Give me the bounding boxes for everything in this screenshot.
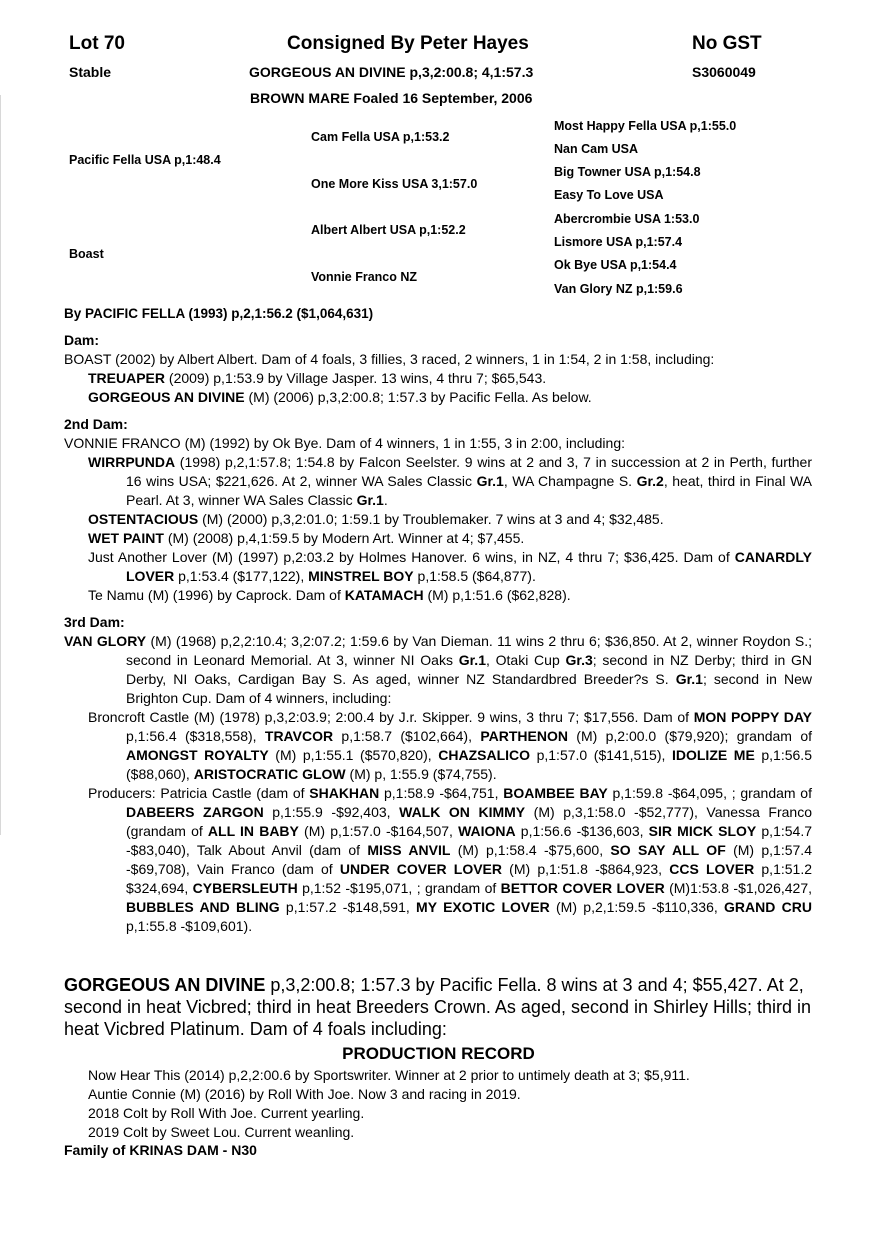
second-dam-section [64, 434, 812, 605]
pedigree-gen3-6: Lismore USA p,1:57.4 [554, 235, 683, 249]
second-dam-heading: 2nd Dam: [64, 416, 128, 432]
pedigree-gen2-3: Albert Albert USA p,1:52.2 [311, 223, 466, 237]
consignor: Consigned By Peter Hayes [287, 33, 529, 54]
gst-status: No GST [692, 33, 762, 54]
second-dam-progeny-2: OSTENTACIOUS (M) (2000) p,3,2:01.0; 1:59.1 by Troublemaker. 7 wins at 3 and 4; $32,485. [88, 511, 664, 527]
second-dam-intro: VONNIE FRANCO (M) (1992) by Ok Bye. Dam of 4 winners, 1 in 1:55, 3 in 2:00, including: [64, 435, 625, 451]
third-dam-producers: Producers: Patricia Castle (dam of SHAKHAN p,1:58.9 -$64,751, BOAMBEE BAY p,1:59.8 -$64,095, ; grandam of DABEERS ZARGON p,1:55.9 -$92,403, WALK ON KIMMY (M) p,3,1:58.0 -$52,777), Vanessa Franco (grandam of ALL IN BABY (M) p,1:57.0 -$164,507, WAIONA p,1:56.6 -$136,603, SIR MICK SLOY p,1:54.7 -$83,040), Talk About Anvil (dam of MISS ANVIL (M) p,1:58.4 -$75,600, SO SAY ALL OF (M) p,1:57.4 -$69,708), Vain Franco (dam of UNDER COVER LOVER (M) p,1:51.8 -$864,923, CCS LOVER p,1:51.2 $324,694, CYBERSLEUTH p,1:52 -$195,071, ; grandam of BETTOR COVER LOVER (M)1:53.8 -$1,026,427, BUBBLES AND BLING p,1:57.2 -$148,591, MY EXOTIC LOVER (M) p,2,1:59.5 -$110,336, GRAND CRU p,1:55.8 -$109,601). [88, 785, 813, 934]
summary-paragraph [64, 974, 822, 1040]
pedigree-gen3-7: Ok Bye USA p,1:54.4 [554, 258, 677, 272]
pedigree-gen2-1: Cam Fella USA p,1:53.2 [311, 130, 450, 144]
production-item: 2019 Colt by Sweet Lou. Current weanling. [88, 1124, 355, 1140]
horse-title: GORGEOUS AN DIVINE p,3,2:00.8; 4,1:57.3 [249, 64, 534, 80]
left-edge-rule [0, 95, 1, 835]
summary-horse-name: GORGEOUS AN DIVINE [64, 975, 266, 995]
pedigree-gen2-2: One More Kiss USA 3,1:57.0 [311, 177, 478, 191]
stable-label: Stable [69, 64, 112, 80]
pedigree-gen3-8: Van Glory NZ p,1:59.6 [554, 282, 683, 296]
pedigree-gen3-5: Abercrombie USA 1:53.0 [554, 212, 700, 226]
dam-intro: BOAST (2002) by Albert Albert. Dam of 4 foals, 3 fillies, 3 raced, 2 winners, 1 in 1:54, 2 in 1:58, including: [64, 351, 715, 367]
third-dam-progeny-1: Broncroft Castle (M) (1978) p,3,2:03.9; 2:00.4 by J.r. Skipper. 9 wins, 3 thru 7; $17,556. Dam of MON POPPY DAY p,1:56.4 ($318,558), TRAVCOR p,1:58.7 ($102,664), PARTHENON (M) p,2:00.0 ($79,920); grandam of AMONGST ROYALTY (M) p,1:55.1 ($570,820), CHAZSALICO p,1:57.0 ($141,515), IDOLIZE ME p,1:56.5 ($88,060), ARISTOCRATIC GLOW (M) p, 1:55.9 ($74,755). [88, 709, 812, 782]
pedigree-gen2-4: Vonnie Franco NZ [311, 270, 418, 284]
pedigree-gen3-2: Nan Cam USA [554, 142, 639, 156]
dam-progeny-2: GORGEOUS AN DIVINE (M) (2006) p,3,2:00.8; 1:57.3 by Pacific Fella. As below. [88, 389, 592, 405]
third-dam-intro: VAN GLORY (M) (1968) p,2,2:10.4; 3,2:07.2; 1:59.6 by Van Dieman. 11 wins 2 thru 6; $36,850. At 2, winner Roydon S.; second in Leonard Memorial. At 3, winner NI Oaks Gr.1, Otaki Cup Gr.3; second in NZ Derby; third in GN Derby, NI Oaks, Cardigan Bay S. As aged, winner NZ Standardbred Breeder?s S. Gr.1; second in New Brighton Cup. Dam of 4 winners, including: [64, 633, 813, 706]
summary-text: p,3,2:00.8; 1:57.3 by Pacific Fella. 8 wins at 3 and 4; $55,427. At 2, second in heat Vicbred; third in heat Breeders Crown. As aged, second in Shirley Hills; third in heat Vicbred Platinum. Dam of 4 foals including: [64, 975, 812, 1039]
second-dam-progeny-5: Te Namu (M) (1996) by Caprock. Dam of KATAMACH (M) p,1:51.6 ($62,828). [88, 587, 571, 603]
second-dam-progeny-4: Just Another Lover (M) (1997) p,2:03.2 by Holmes Hanover. 6 wins, in NZ, 4 thru 7; $36,425. Dam of CANARDLY LOVER p,1:53.4 ($177,122), MINSTREL BOY p,1:58.5 ($64,877). [88, 549, 812, 584]
production-record-title: PRODUCTION RECORD [342, 1044, 535, 1063]
second-dam-progeny-1: WIRRPUNDA (1998) p,2,1:57.8; 1:54.8 by Falcon Seelster. 9 wins at 2 and 3, 7 in succession at 2 in Perth, further 16 wins USA; $221,626. At 2, winner WA Sales Classic Gr.1, WA Champagne S. Gr.2, heat, third in Final WA Pearl. At 3, winner WA Sales Classic Gr.1. [88, 454, 813, 508]
production-item: Now Hear This (2014) p,2,2:00.6 by Sportswriter. Winner at 2 prior to untimely death at 3; $5,911. [88, 1067, 690, 1083]
pedigree-gen3-3: Big Towner USA p,1:54.8 [554, 165, 701, 179]
pedigree-dam: Boast [69, 247, 104, 261]
dam-section [64, 350, 812, 407]
sire-line: By PACIFIC FELLA (1993) p,2,1:56.2 ($1,064,631) [64, 306, 374, 321]
family-line: Family of KRINAS DAM - N30 [64, 1142, 257, 1158]
dam-heading: Dam: [64, 332, 100, 348]
lot-number: Lot 70 [69, 33, 125, 54]
pedigree-gen3-4: Easy To Love USA [554, 188, 664, 202]
third-dam-heading: 3rd Dam: [64, 614, 125, 630]
catalogue-code: S3060049 [692, 64, 756, 80]
dam-progeny-1: TREUAPER (2009) p,1:53.9 by Village Jasper. 13 wins, 4 thru 7; $65,543. [88, 370, 547, 386]
pedigree-gen3-1: Most Happy Fella USA p,1:55.0 [554, 119, 737, 133]
second-dam-progeny-3: WET PAINT (M) (2008) p,4,1:59.5 by Modern Art. Winner at 4; $7,455. [88, 530, 525, 546]
pedigree-sire: Pacific Fella USA p,1:48.4 [69, 153, 221, 167]
third-dam-section [64, 632, 812, 936]
foaled-line: BROWN MARE Foaled 16 September, 2006 [250, 90, 533, 106]
production-item: Auntie Connie (M) (2016) by Roll With Joe. Now 3 and racing in 2019. [88, 1086, 521, 1102]
horse-name: GORGEOUS AN DIVINE [88, 389, 245, 405]
horse-name: TREUAPER [88, 370, 166, 386]
production-item: 2018 Colt by Roll With Joe. Current yearling. [88, 1105, 365, 1121]
